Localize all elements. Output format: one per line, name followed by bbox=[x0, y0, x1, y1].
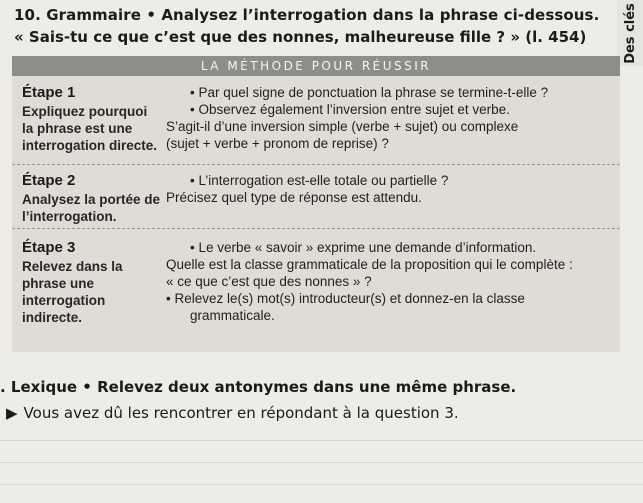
step-2-title: Étape 2 bbox=[22, 172, 76, 189]
arrow-bullet-icon: ▶ bbox=[6, 404, 18, 422]
step-1-detail: (sujet + verbe + pronom de reprise) ? bbox=[166, 136, 389, 151]
bleed-through-line bbox=[0, 440, 643, 441]
step-2-detail: Précisez quel type de réponse est attendu. bbox=[166, 190, 422, 205]
question-10-title: 10. Grammaire • Analysez l’interrogation dans la phrase ci-dessous. bbox=[14, 6, 600, 24]
step-3-detail: • Le verbe « savoir » exprime une demande d’information. bbox=[190, 240, 537, 255]
step-2-instruction: Analysez la portée de l’interrogation. bbox=[22, 192, 161, 224]
step-3-detail: • Relevez le(s) mot(s) introducteur(s) et donnez-en la classe bbox=[166, 291, 525, 306]
step-3-instruction: Relevez dans la phrase une interrogation indirecte. bbox=[22, 259, 123, 325]
step-1-detail: • Observez également l’inversion entre sujet et verbe. bbox=[190, 102, 510, 117]
lexique-hint-text: Vous avez dû les rencontrer en répondant à la question 3. bbox=[23, 404, 459, 422]
bleed-through-line bbox=[0, 462, 643, 463]
step-3-title: Étape 3 bbox=[22, 239, 76, 256]
divider bbox=[12, 164, 620, 165]
step-1-detail: • Par quel signe de ponctuation la phrase se termine-t-elle ? bbox=[190, 85, 549, 100]
question-10-quote: « Sais-tu ce que c’est que des nonnes, malheureuse fille ? » (l. 454) bbox=[14, 28, 587, 46]
divider bbox=[12, 228, 620, 229]
step-1-instruction: Expliquez pourquoi la phrase est une interrogation directe. bbox=[22, 104, 158, 153]
lexique-question: . Lexique • Relevez deux antonymes dans une même phrase. bbox=[0, 378, 517, 396]
step-3-details bbox=[166, 239, 612, 324]
bleed-through-line bbox=[0, 484, 643, 485]
side-tab-label: Des clés bbox=[622, 2, 638, 64]
step-3-detail: « ce que c’est que des nonnes » ? bbox=[166, 274, 372, 289]
step-3-detail: grammaticale. bbox=[190, 308, 275, 323]
step-3-detail: Quelle est la classe grammaticale de la proposition qui le complète : bbox=[166, 257, 573, 272]
step-1-detail: S’agit-il d’une inversion simple (verbe + sujet) ou complexe bbox=[166, 119, 519, 134]
side-tab bbox=[617, 0, 643, 66]
method-header: LA MÉTHODE POUR RÉUSSIR bbox=[12, 56, 620, 76]
step-1-title: Étape 1 bbox=[22, 84, 76, 101]
step-1-details bbox=[166, 84, 612, 152]
lexique-hint bbox=[6, 404, 459, 422]
step-2-detail: • L’interrogation est-elle totale ou partielle ? bbox=[190, 173, 449, 188]
method-box bbox=[12, 56, 620, 352]
step-2-details bbox=[166, 172, 612, 206]
